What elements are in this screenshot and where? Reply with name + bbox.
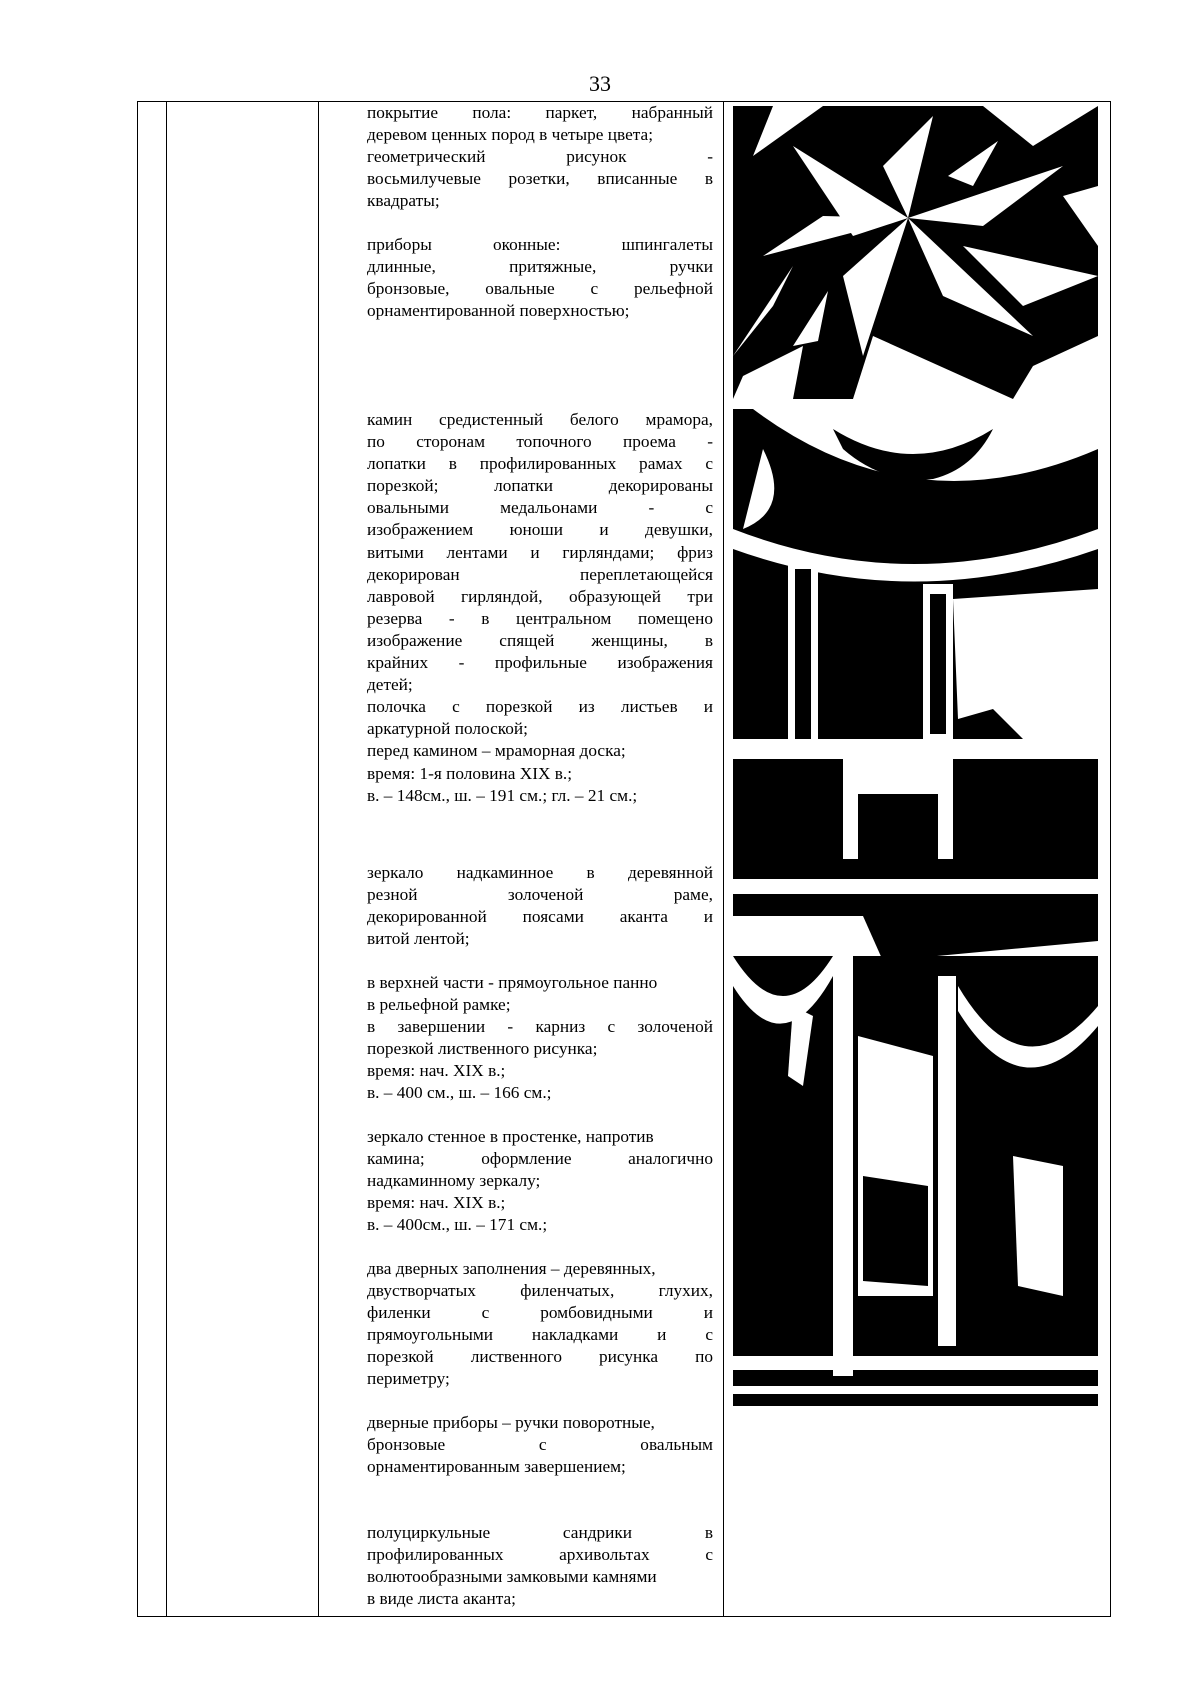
- window-fittings-description: приборы оконные: шпингалеты длинные, притяжные, ручки бронзовые, овальные с рельефной орнаментированной поверхностью;: [367, 235, 713, 321]
- doors-description: два дверных заполнения – деревянных, двустворчатых филенчатых, глухих, филенки с ромбовидными и прямоугольными накладками и с порезкой лиственного рисунка по периметру;: [367, 1259, 713, 1389]
- fireplace-photo: [733, 409, 1098, 933]
- parquet-photo: [733, 106, 1098, 399]
- overmantel-mirror-description: зеркало надкаминное в деревянной резной золоченой раме, декорированной поясами аканта и витой лентой;: [367, 863, 713, 949]
- column-divider: [318, 102, 319, 1616]
- sandriks-description: полуциркульные сандрики в профилированных архивольтах с волютообразными замковыми камнями в виде листа аканта;: [367, 1523, 713, 1609]
- door-fittings-description: дверные приборы – ручки поворотные, бронзовые с овальным орнаментированным завершением;: [367, 1413, 713, 1477]
- column-divider: [723, 102, 724, 1616]
- page-number: 33: [589, 71, 611, 96]
- pier-mirror-description: зеркало стенное в простенке, напротив камина; оформление аналогично надкаминному зеркалу; время: нач. XIX в.; в. – 400см., ш. – 171 см.;: [367, 1127, 713, 1235]
- floor-description: покрытие пола: паркет, набранный деревом ценных пород в четыре цвета; геометрический рисунок - восьмилучевые розетки, вписанные в квадраты;: [367, 103, 713, 211]
- upper-panel-description: в верхней части - прямоугольное панно в рельефной рамке; в завершении - карниз с золоченой порезкой лиственного рисунка; время: нач. XIX в.; в. – 400 см., ш. – 166 см.;: [367, 973, 713, 1103]
- inventory-table: [137, 101, 1111, 1617]
- pier-mirror-photo: [733, 916, 1098, 1406]
- fireplace-description: камин средистенный белого мрамора, по сторонам топочного проема - лопатки в профилированных рамах с порезкой; лопатки декорированы овальными медальонами - с изображением юноши и девушки, витыми лентами и гирляндами; фриз декорирован переплетающейся лавровой гирляндой, образующей три резерва - в центральном помещено изображение спящей женщины, в крайних - профильные изображения детей; полочка с порезкой из листьев и аркатурной полоской; перед камином – мраморная доска; время: 1-я половина XIX в.; в. – 148см., ш. – 191 см.; гл. – 21 см.;: [367, 410, 713, 805]
- column-divider: [166, 102, 167, 1616]
